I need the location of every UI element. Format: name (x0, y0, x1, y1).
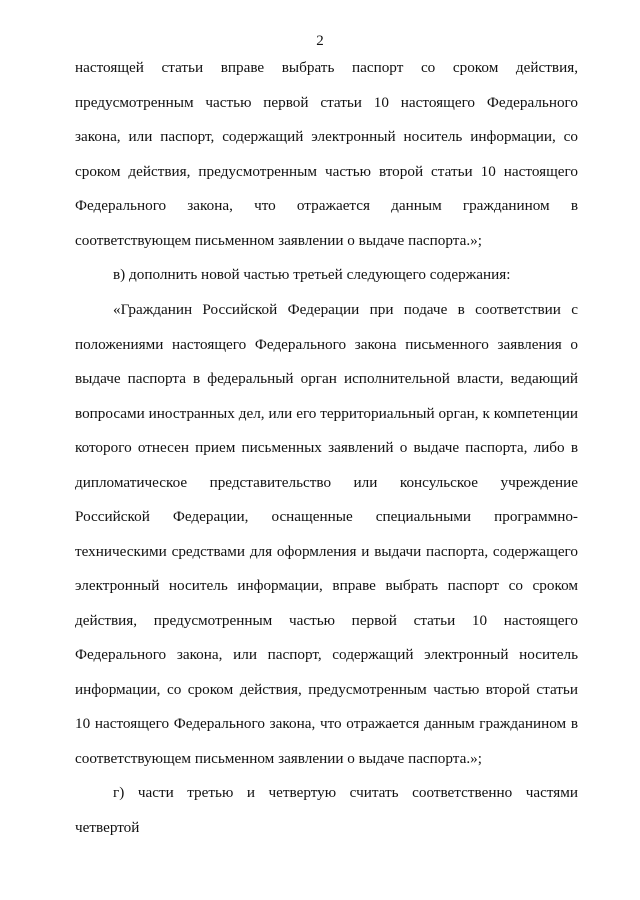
paragraph-text: «Гражданин Российской Федерации при подаче в соответствии с положениями настоящего Федерального закона письменного заявления о выдаче паспорта в федеральный орган исполнительной власти, ведающий вопросами иностранных дел, или его территориальный орган, к компетенции которого отнесен прием письменных заявлений о выдаче паспорта, либо в дипломатическое представительство или консульское учреждение Российской Федерации, оснащенные специальными программно-техническими средствами для оформления и выдачи паспорта, содержащего электронный носитель информации, вправе выбрать паспорт со сроком действия, предусмотренным частью первой статьи 10 настоящего Федерального закона, или паспорт, содержащий электронный носитель информации, со сроком действия, предусмотренным частью второй статьи 10 настоящего Федерального закона, что отражается данным гражданином в соответствующем письменном заявлении о выдаче паспорта.»; (75, 301, 578, 767)
paragraph-continuation (75, 51, 578, 258)
paragraph-amendment-g (75, 776, 578, 845)
page-number: 2 (316, 33, 324, 49)
paragraph-text: настоящей статьи вправе выбрать паспорт со сроком действия, предусмотренным частью первой статьи 10 настоящего Федерального закона, или паспорт, содержащий электронный носитель информации, со сроком действия, предусмотренным частью второй статьи 10 настоящего Федерального закона, что отражается данным гражданином в соответствующем письменном заявлении о выдаче паспорта.»; (75, 59, 578, 249)
paragraph-amendment-v (75, 258, 578, 293)
paragraph-text: в) дополнить новой частью третьей следующего содержания: (113, 266, 511, 283)
paragraph-quoted-part-three (75, 293, 578, 776)
paragraph-text: г) части третью и четвертую считать соответственно частями четвертой (75, 784, 578, 836)
